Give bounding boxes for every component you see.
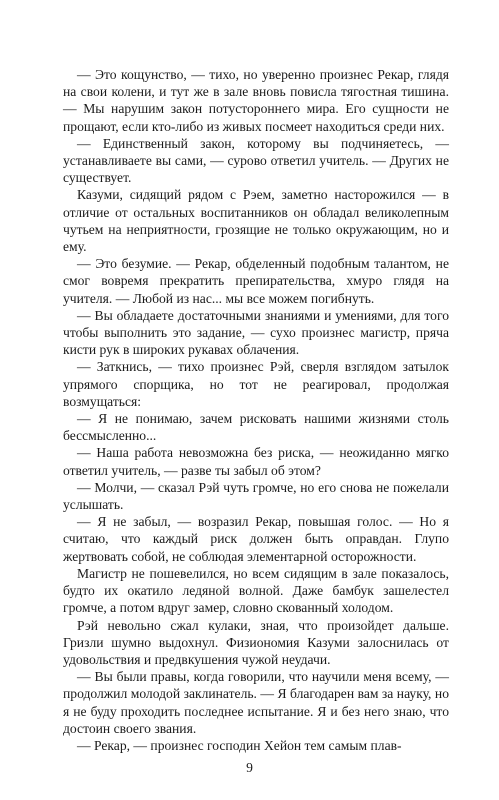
paragraph: — Молчи, — сказал Рэй чуть громче, но его снова не пожелали услышать. bbox=[63, 479, 449, 513]
paragraph: — Это кощунство, — тихо, но уверенно произнес Рекар, глядя на свои колени, и тут же в зале вновь повисла тягостная тишина. — Мы нарушим закон потустороннего мира. Его сущности не прощают, если кто-либо из живых посмеет находиться среди них. bbox=[63, 67, 449, 134]
paragraph: — Единственный закон, которому вы подчиняетесь, — устанавливаете вы сами, — сурово ответил учитель. — Других не существует. bbox=[63, 135, 449, 186]
paragraph: — Рекар, — произнес господин Хейон тем самым плав- bbox=[77, 737, 402, 753]
paragraph: — Это безумие. — Рекар, обделенный подобным талантом, не смог вовремя прекратить препирательства, хмуро глядя на учителя. — Любой из нас... мы все можем погибнуть. bbox=[63, 256, 449, 306]
paragraph: — Вы были правы, когда говорили, что научили меня всему, — продолжил молодой заклинатель. — Я благодарен вам за науку, но я не буду проходить последнее испытание. Я и без него знаю, что достоин своего звания. bbox=[63, 669, 449, 736]
paragraph: — Я не забыл, — возразил Рекар, повышая голос. — Но я считаю, что каждый риск должен быть оправдан. Глупо жертвовать собой, не соблюдая элементарной осторожности. bbox=[63, 514, 449, 564]
body-text bbox=[63, 66, 449, 754]
paragraph: Казуми, сидящий рядом с Рэем, заметно насторожился — в отличие от остальных воспитанников он обладал великолепным чутьем на неприятности, грозящие не только окружающим, но и ему. bbox=[63, 187, 449, 255]
page-number: 9 bbox=[246, 760, 253, 775]
paragraph: — Я не понимаю, зачем рисковать нашими жизнями столь бессмысленно... bbox=[63, 411, 449, 444]
paragraph: Рэй невольно сжал кулаки, зная, что произойдет дальше. Гризли шумно выдохнул. Физиономия Казуми залоснилась от удовольствия и предвкушения чужой неудачи. bbox=[63, 617, 449, 667]
paragraph: — Наша работа невозможна без риска, — неожиданно мягко ответил учитель, — разве ты забыл об этом? bbox=[63, 445, 449, 478]
paragraph: — Вы обладаете достаточными знаниями и умениями, для того чтобы выполнить это задание, — сухо произнес магистр, пряча кисти рук в широких рукавах облачения. bbox=[63, 307, 449, 358]
paragraph: Магистр не пошевелился, но всем сидящим в зале показалось, будто их окатило ледяной волной. Даже бамбук зашелестел громче, а потом вдруг замер, словно скованный холодом. bbox=[63, 565, 449, 616]
paragraph: — Заткнись, — тихо произнес Рэй, сверля взглядом затылок упрямого спорщика, но тот не реагировал, продолжая возмущаться: bbox=[63, 359, 449, 409]
